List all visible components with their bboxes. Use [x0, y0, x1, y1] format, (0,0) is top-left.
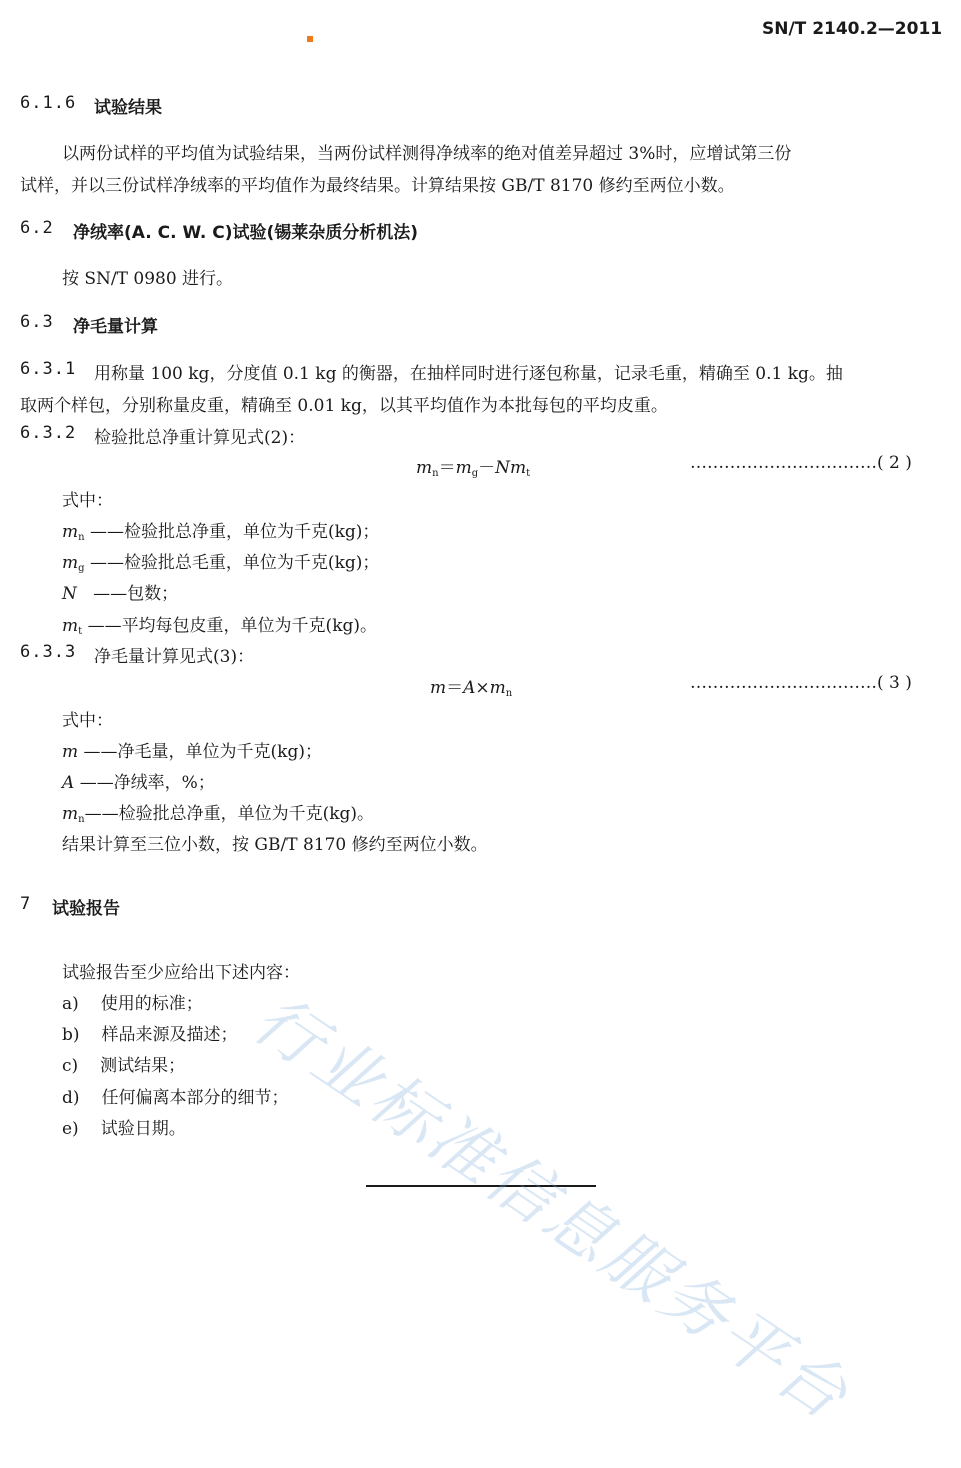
formula-2-number: ……………………………( 2 ) [690, 453, 912, 473]
def-m: m ——净毛量，单位为千克(kg)； [62, 742, 322, 762]
report-item-d: d) 任何偏离本部分的细节； [62, 1088, 289, 1108]
section-62-text: 按 SN/T 0980 进行。 [62, 269, 234, 289]
def-mt: mt ——平均每包皮重，单位为千克(kg)。 [62, 616, 378, 637]
formula-3: m＝A×mn [430, 678, 513, 699]
section-63-title: 净毛量计算 [73, 317, 158, 337]
report-item-b: b) 样品来源及描述； [62, 1025, 238, 1045]
formula-3-number: ……………………………( 3 ) [690, 673, 912, 693]
where-label-2: 式中： [62, 491, 113, 511]
section-632-text: 检验批总净重计算见式(2)： [94, 428, 306, 448]
where-label-3: 式中： [62, 711, 113, 731]
section-616-line2: 试样，并以三份试样净绒率的平均值作为最终结果。计算结果按 GB/T 8170 修约至两位小数。 [20, 176, 735, 196]
section-631-number: 6.3.1 [20, 359, 77, 379]
orange-mark [307, 36, 313, 42]
section-63-number: 6.3 [20, 312, 54, 332]
doc-code: SN/T 2140.2—2011 [762, 19, 943, 39]
def-mn: mn ——检验批总净重，单位为千克(kg)； [62, 522, 380, 543]
result-note: 结果计算至三位小数，按 GB/T 8170 修约至两位小数。 [62, 835, 488, 855]
def-N: N ——包数； [62, 584, 179, 604]
section-631-line2: 取两个样包，分别称量皮重，精确至 0.01 kg，以其平均值作为本批每包的平均皮重。 [20, 396, 668, 416]
section-62-title: 净绒率(A. C. W. C)试验(锡莱杂质分析机法) [73, 223, 418, 243]
section-7-number: 7 [20, 894, 32, 914]
report-intro: 试验报告至少应给出下述内容： [62, 963, 300, 983]
def-mg: mg ——检验批总毛重，单位为千克(kg)； [62, 553, 380, 574]
report-item-a: a) 使用的标准； [62, 994, 203, 1014]
section-633-number: 6.3.3 [20, 642, 77, 662]
formula-2: mn＝mg－Nmt [416, 458, 531, 479]
section-631-line1: 用称量 100 kg，分度值 0.1 kg 的衡器，在抽样同时进行逐包称量，记录毛重，精确至 0.1 kg。抽 [94, 364, 843, 384]
report-item-c: c) 测试结果； [62, 1056, 186, 1076]
def-mn-2: mn——检验批总净重，单位为千克(kg)。 [62, 804, 375, 825]
section-616-title: 试验结果 [94, 98, 162, 118]
watermark: 行业标准信息服务平台 [240, 980, 864, 1436]
section-7-title: 试验报告 [52, 899, 120, 919]
report-item-e: e) 试验日期。 [62, 1119, 186, 1139]
section-633-text: 净毛量计算见式(3)： [94, 647, 255, 667]
section-616-number: 6.1.6 [20, 93, 77, 113]
section-62-number: 6.2 [20, 218, 54, 238]
section-632-number: 6.3.2 [20, 423, 77, 443]
def-A: A ——净绒率，%； [62, 773, 215, 793]
section-616-line1: 以两份试样的平均值为试验结果，当两份试样测得净绒率的绝对值差异超过 3%时，应增试第三份 [62, 144, 792, 164]
